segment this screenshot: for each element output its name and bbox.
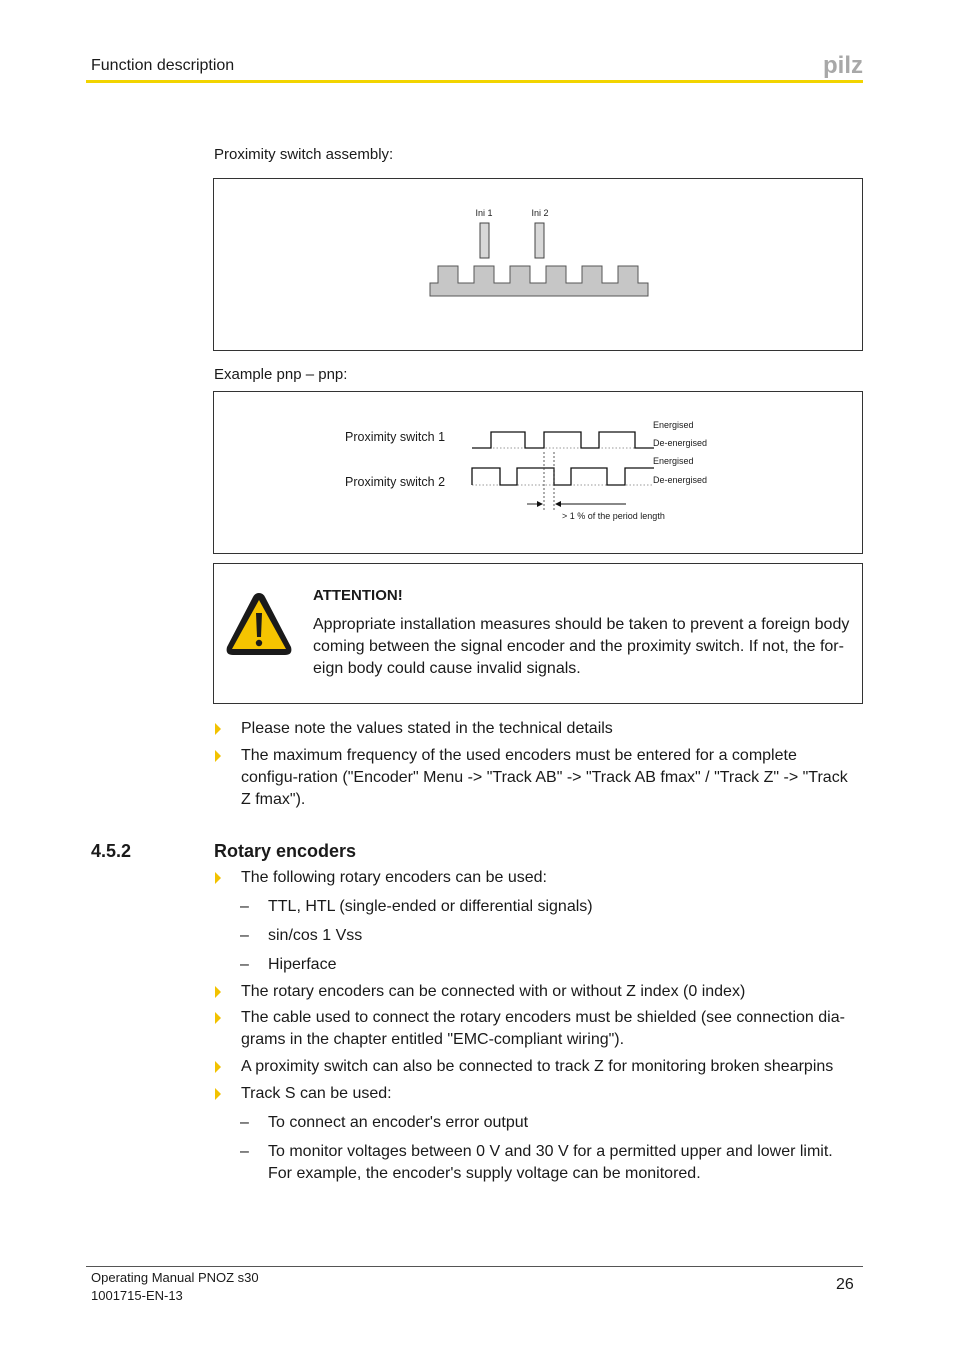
section-number: 4.5.2 xyxy=(91,841,132,861)
arrow-right-head xyxy=(555,501,561,507)
pnp-example-figure xyxy=(213,391,863,554)
period-note: > 1 % of the period length xyxy=(562,511,665,521)
svg-text:pilz: pilz xyxy=(823,52,863,79)
encoder-type-item: – Hiperface xyxy=(240,956,337,973)
pilz-logo xyxy=(822,52,864,80)
bullet-arrow-icon xyxy=(215,872,221,884)
note-item: The maximum frequency of the used encoders must be entered for a complete configu-ration ("Encoder" Menu -> "Track AB" -> "Track AB fmax" / "Track Z" -> "Track Z fmax"). xyxy=(214,745,854,811)
bullet-arrow-icon xyxy=(215,750,221,762)
ini2-label: Ini 2 xyxy=(531,208,549,218)
header-rule xyxy=(86,80,863,83)
attention-text: Appropriate installation measures should be taken to prevent a foreign body coming between the signal encoder and the proximity switch. If not, the for-eign body could cause invalid signals. xyxy=(313,616,850,677)
section-bullet: The rotary encoders can be connected with or without Z index (0 index) xyxy=(214,981,864,1003)
section-bullet: The cable used to connect the rotary encoders must be shielded (see connection dia-grams in the chapter entitled "EMC-compliant wiring"). xyxy=(214,1007,854,1051)
track-s-item: – To connect an encoder's error output xyxy=(240,1114,529,1131)
ini1-label: Ini 1 xyxy=(475,208,493,218)
bullet-arrow-icon xyxy=(215,723,221,735)
energised-label-1: Energised xyxy=(653,420,694,430)
attention-title: ATTENTION! xyxy=(313,587,403,604)
bullet-arrow-icon xyxy=(215,986,221,998)
energised-label-2: Energised xyxy=(653,456,694,466)
pnp-timing-diagram xyxy=(214,392,862,553)
deenergised-label-1: De-energised xyxy=(653,438,708,448)
section-bullet: Track S can be used: xyxy=(214,1083,864,1105)
header-title: Function description xyxy=(91,57,235,74)
footer-doc-number: 1001715-EN-13 xyxy=(91,1288,183,1303)
ini1-sensor xyxy=(480,223,489,258)
note-item: Please note the values stated in the technical details xyxy=(214,718,864,740)
switch2-signal xyxy=(472,468,654,485)
section-title: Rotary encoders xyxy=(214,841,357,861)
deenergised-label-2: De-energised xyxy=(653,475,708,485)
footer-rule xyxy=(86,1266,863,1267)
section-bullet: A proximity switch can also be connected to track Z for monitoring broken shearpins xyxy=(214,1056,864,1078)
footer-manual: Operating Manual PNOZ s30 xyxy=(91,1270,259,1285)
arrow-left-head xyxy=(537,501,543,507)
switch2-label: Proximity switch 2 xyxy=(345,475,446,489)
figure1-caption: Proximity switch assembly: xyxy=(214,146,394,163)
encoder-type-item: – TTL, HTL (single-ended or differential signals) xyxy=(240,898,593,915)
encoder-type-item: – sin/cos 1 Vss xyxy=(240,927,363,944)
bullet-arrow-icon xyxy=(215,1088,221,1100)
ini2-sensor xyxy=(535,223,544,258)
encoder-teeth xyxy=(430,266,648,296)
warning-icon xyxy=(223,589,295,661)
proximity-assembly-figure xyxy=(213,178,863,351)
switch1-signal xyxy=(472,432,654,448)
bullet-arrow-icon xyxy=(215,1061,221,1073)
switch1-label: Proximity switch 1 xyxy=(345,430,446,444)
bullet-arrow-icon xyxy=(215,1012,221,1024)
section-intro: The following rotary encoders can be used: xyxy=(214,867,864,889)
track-s-item: – To monitor voltages between 0 V and 30 V for a permitted upper and lower limit. For example, the encoder's supply voltage can be monitored. xyxy=(240,1143,833,1182)
figure2-caption: Example pnp – pnp: xyxy=(214,366,348,383)
page-number: 26 xyxy=(836,1276,854,1293)
proximity-assembly-diagram xyxy=(214,179,862,350)
